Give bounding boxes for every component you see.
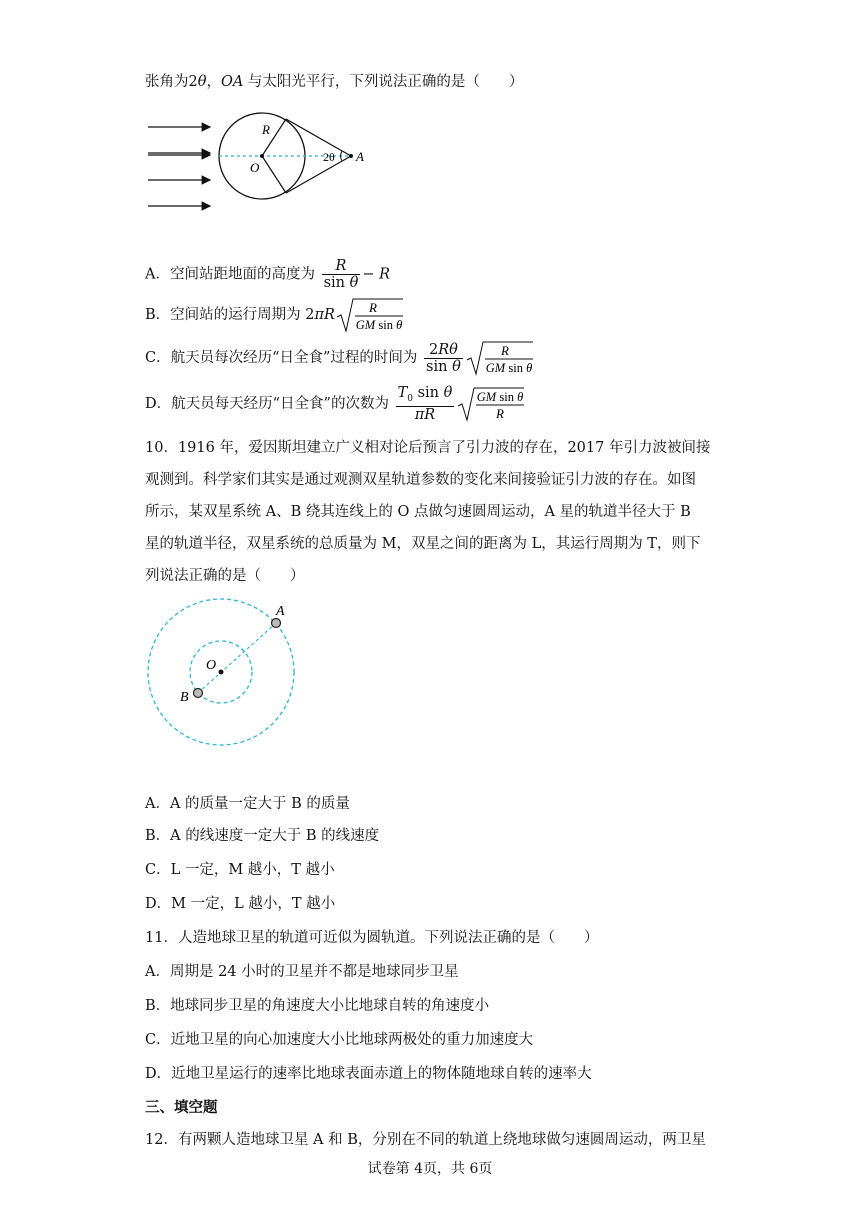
q10-option-c[interactable]: C．L 一定，M 越小，T 越小 [145,862,335,878]
svg-text:R: R [496,406,505,421]
q9-option-d-formula: $\frac{T_0 \sin \theta}{\pi R}$ [397,384,453,424]
q9-option-a-text: A．空间站距地面的高度为 [145,266,315,283]
svg-text:GM sin θ: GM sin θ [477,390,524,404]
q10-option-d[interactable]: D．M 一定，L 越小，T 越小 [145,896,336,912]
point-a [349,154,353,158]
tangent-line [286,156,351,193]
svg-text:GM sin θ: GM sin θ [485,361,533,375]
q9-figure [140,105,380,215]
page-footer: 试卷第 4页，共 6页 [367,1161,493,1177]
svg-text:R: R [368,300,377,315]
q11-option-b[interactable]: B．地球同步卫星的角速度大小比地球自转的角速度小 [145,998,490,1014]
q10-stem-line3: 所示，某双星系统 A、B 绕其连线上的 O 点做匀速圆周运动，A 星的轨道半径大于 B [145,504,691,520]
q10-stem-line5: 列说法正确的是（ ） [145,568,305,584]
label-o: O [206,658,217,673]
q9-option-c[interactable] [145,338,535,378]
q9-option-d[interactable] [145,384,526,424]
q10-stem-line1: 10．1916 年，爱因斯坦建立广义相对论后预言了引力波的存在，2017 年引力波被间接 [145,440,711,456]
q9-option-a[interactable]: A．空间站距地面的高度为 $\frac{R}{\text{sin θ}}$ − R [145,258,391,291]
q9-stem-oa: OA [220,74,244,90]
star-a [272,619,281,628]
q12-stem: 12．有两颗人造地球卫星 A 和 B，分别在不同的轨道上绕地球做匀速圆周运动，两卫星 [145,1132,706,1148]
label-a: A [276,604,285,619]
q9-option-d-text: D．航天员每天经历“日全食”的次数为 [145,396,389,412]
q11-stem: 11．人造地球卫星的轨道可近似为圆轨道。下列说法正确的是（ ） [145,930,599,946]
q9-option-c-text: C．航天员每次经历“日全食”过程的时间为 [145,350,418,366]
q9-stem-part-a: 张角为2 [145,74,198,90]
q11-option-a[interactable]: A．周期是 24 小时的卫星并不都是地球同步卫星 [145,964,459,980]
q9-stem-part-b: ， [206,74,221,90]
q9-stem-theta: θ [197,74,207,90]
q9-option-a-formula: $\frac{R}{\text{sin θ}}$ [323,258,359,291]
section-heading: 三、填空题 [145,1099,218,1116]
svg-text:GM sin θ: GM sin θ [355,318,403,332]
label-o: O [250,160,260,175]
q9-stem-tail [145,72,523,92]
star-b [194,689,203,698]
radius-line [262,156,286,193]
q10-stem-line4: 星的轨道半径，双星系统的总质量为 M，双星之间的距离为 L，其运行周期为 T，则下 [145,536,701,552]
q10-stem-line2: 观测到。科学家们其实是通过观测双星轨道参数的变化来间接验证引力波的存在。如图 [145,472,696,488]
q9-option-b-text: B．空间站的运行周期为 [145,307,301,323]
q9-option-b-formula: 2πR R GM sin θ [305,300,403,332]
label-b: B [180,690,189,705]
label-a: A [356,149,364,164]
tangent-line [286,119,351,156]
q11-option-c[interactable]: C．近地卫星的向心加速度大小比地球两极处的重力加速度大 [145,1032,534,1048]
svg-text:R: R [500,343,509,358]
label-angle: 2θ [323,150,335,164]
q9-stem-part-c: 与太阳光平行，下列说法正确的是（ ） [243,74,524,90]
label-r: R [262,122,270,137]
q9-option-b[interactable] [145,297,405,333]
q10-option-a[interactable]: A．A 的质量一定大于 B 的质量 [145,796,350,812]
q11-option-d[interactable]: D．近地卫星运行的速率比地球表面赤道上的物体随地球自转的速率大 [145,1066,592,1082]
q9-option-c-formula: $\frac{2R\theta}{\text{sin θ}}$ [426,341,461,375]
q10-figure [140,595,310,765]
q10-option-b[interactable]: B．A 的线速度一定大于 B 的线速度 [145,828,380,844]
center-point-o [260,154,264,158]
center-point-o [219,670,224,675]
